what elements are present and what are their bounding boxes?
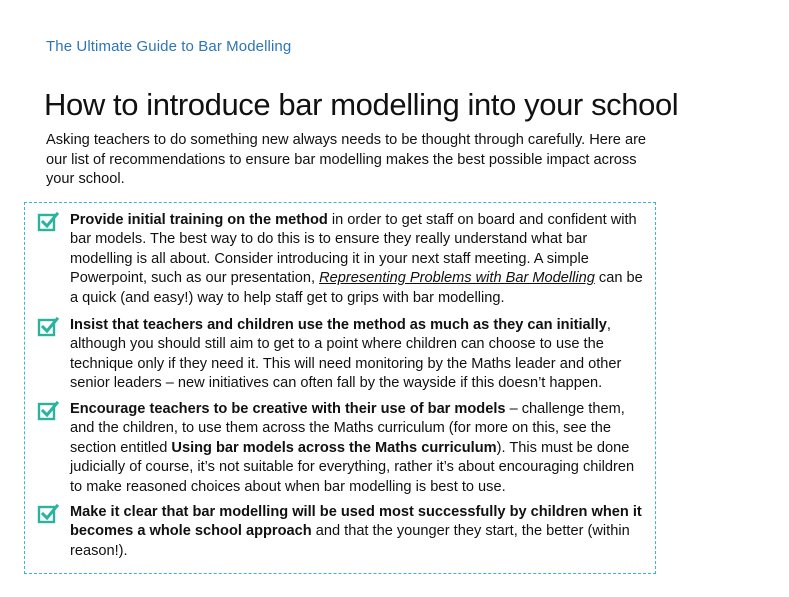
- checklist-item-text: [70, 316, 648, 394]
- checkbox-tick-icon: [37, 316, 59, 338]
- item-body: and that the younger they start, the better (within reason!).: [70, 523, 630, 559]
- item-body: , although you should still aim to get to a point where children can choose to use the technique only if they need it. This will need monitoring by the Maths leader and other senior leaders – new initiatives can often fall by the wayside if this doesn’t happen.: [70, 317, 622, 392]
- section-reference: Using bar models across the Maths curriculum: [171, 439, 497, 456]
- item-emphasis: Insist that teachers and children use the method as much as they can initially: [70, 317, 607, 333]
- item-body: – challenge them, and the children, to use them across the Maths curriculum (for more on this, see the section entitled: [70, 401, 625, 456]
- guide-title: The Ultimate Guide to Bar Modelling: [46, 38, 292, 55]
- presentation-link[interactable]: Representing Problems with Bar Modelling: [319, 270, 595, 287]
- checkbox-tick-icon: [37, 503, 59, 525]
- page-title: How to introduce bar modelling into your school: [44, 87, 679, 122]
- item-body-end: ). This must be done judicially of course, it’s not suitable for everything, rather it’s about encouraging children to make reasoned choices about when bar modelling is best to use.: [70, 439, 635, 495]
- checklist-item-text: [70, 400, 648, 497]
- item-emphasis: Make it clear that bar modelling will be used most successfully by children when it becomes a whole school approach: [70, 504, 642, 540]
- item-emphasis: Provide initial training on the method: [70, 212, 328, 228]
- intro-paragraph: Asking teachers to do something new always needs to be thought through carefully. Here are our list of recommendations to ensure bar modelling makes the best possible impact across your school.: [46, 132, 647, 187]
- item-emphasis: Encourage teachers to be creative with their use of bar models: [70, 401, 506, 417]
- item-body-end: can be a quick (and easy!) way to help staff get to grips with bar modelling.: [70, 270, 643, 306]
- checkbox-tick-icon: [37, 400, 59, 422]
- recommendations-box: [24, 202, 656, 574]
- checklist-item-text: [70, 503, 648, 561]
- checkbox-tick-icon: [37, 211, 59, 233]
- checklist-item-text: [70, 211, 648, 308]
- item-body: in order to get staff on board and confident with bar models. The best way to do this is to ensure they really understand what bar modelling is all about. Consider introducing it in your next staff meeting. A simple Powerpoint, such as our presentation,: [70, 212, 637, 287]
